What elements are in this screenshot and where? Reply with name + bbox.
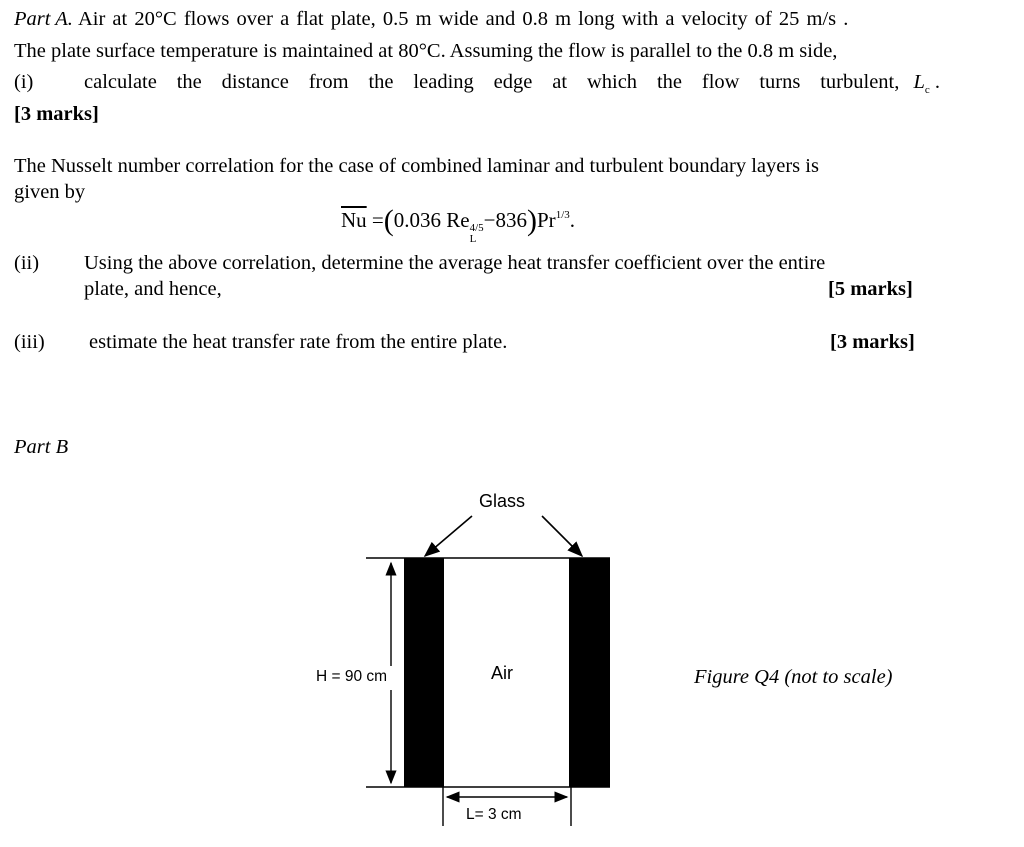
glass-label: Glass (479, 491, 526, 511)
part-a-heading: Part A. (14, 8, 73, 30)
nusselt-correlation-equation: $\overline{Nu} =(0.036$ Re 4/5 L $-836)Pr^{1/3}$. (341, 204, 575, 245)
glass-pointer-left-arrow (425, 516, 472, 556)
question-ii-marks: [5 marks] (828, 278, 913, 300)
question-i-word: calculate (84, 71, 157, 93)
part-a-problem-text: Air at 20°C flows over a flat plate, 0.5 m wide and 0.8 m long with a velocity of 25 m/s . (77, 8, 849, 30)
part-a-line-2: The plate surface temperature is maintained at 80°C. Assuming the flow is parallel to the 0.8 m side, (14, 40, 838, 62)
glass-pane-right (569, 558, 610, 787)
question-ii-label: (ii) (14, 252, 40, 274)
question-i-word: turbulent, (820, 71, 900, 93)
question-ii-line-2: plate, and hence, (84, 278, 222, 300)
air-label: Air (491, 663, 513, 683)
turbulent-length-symbol: $L_c$ . (913, 71, 940, 97)
length-label: L= 3 cm (466, 806, 522, 823)
question-i-word: edge (493, 71, 533, 93)
figure-caption: Figure Q4 (not to scale) (694, 666, 893, 688)
question-i-word: at (552, 71, 568, 93)
correlation-intro-line-1: The Nusselt number correlation for the case of combined laminar and turbulent boundary layers is (14, 155, 819, 177)
glass-pointer-right-arrow (542, 516, 582, 556)
correlation-intro-line-2: given by (14, 181, 86, 203)
height-label: H = 90 cm (316, 668, 388, 685)
question-i-word: the (176, 71, 202, 93)
question-i-label: (i) (14, 71, 34, 93)
question-iii-text: estimate the heat transfer rate from the entire plate. (89, 331, 508, 353)
question-iii-marks: [3 marks] (830, 331, 915, 353)
question-i-word: the (656, 71, 682, 93)
question-i-word: distance (221, 71, 289, 93)
glass-pane-left (404, 558, 444, 787)
question-i-word: from (308, 71, 349, 93)
question-ii-line-1: Using the above correlation, determine the average heat transfer coefficient over the entire (84, 252, 826, 274)
question-i-word: which (586, 71, 638, 93)
question-i-word: turns (759, 71, 801, 93)
question-i-word: the (368, 71, 394, 93)
question-i-word: leading (413, 71, 474, 93)
part-b-heading: Part B (14, 436, 69, 458)
question-i-word: flow (701, 71, 740, 93)
question-iii-label: (iii) (14, 331, 45, 353)
question-i-marks: [3 marks] (14, 103, 99, 125)
